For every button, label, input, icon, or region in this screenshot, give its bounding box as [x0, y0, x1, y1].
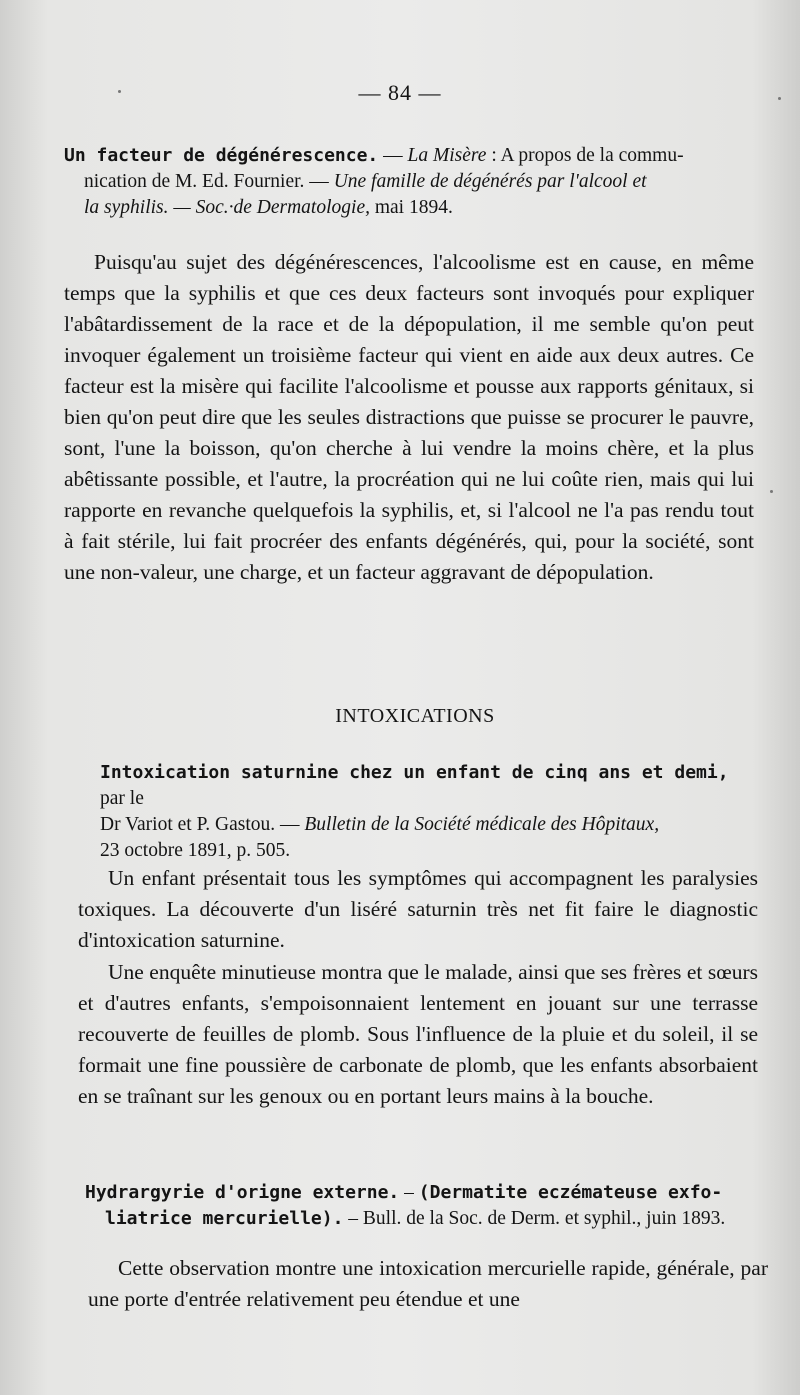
reference-degenerescence: Un facteur de dégénérescence. — La Misère : A propos de la commu- nication de M. Ed. Fournier. — Une famille de dégénérés par l'alcool et la syphilis. — Soc.·de Dermatologie, mai 1894. [64, 145, 684, 218]
paragraph-misere: Puisqu'au sujet des dégénérescences, l'alcoolisme est en cause, en même temps que la syphilis et que ces deux facteurs sont invoqués pour expliquer l'abâtardissement de la race et de la dépopulation, il me semble qu'on peut invoquer également un troisième facteur qui vient en aide aux deux autres. Ce facteur est la misère qui facilite l'alcoolisme et pousse aux rapports génitaux, si bien qu'on peut dire que les seules distractions que puisse se procurer le pauvre, sont, l'une la boisson, qu'on cherche à lui vendre la moins chère, et la plus abêtissante possible, et l'autre, la procréation qui ne lui coûte rien, mais qui lui rapporte en revanche quelquefois la syphilis, et, si l'alcool ne l'a pas rendu tout à fait stérile, lui fait procréer des enfants dégénérés, qui, pour la société, sont une non-valeur, une charge, et un facteur aggravant de dépopulation. [64, 250, 754, 584]
section-heading: INTOXICATIONS [335, 705, 495, 727]
reference-title: Intoxication saturnine chez un enfant de cinq ans et demi, [100, 762, 729, 783]
paragraph-observation: Cette observation montre une intoxication mercurielle rapide, générale, par une porte d'entrée relativement peu étendue et une [88, 1256, 768, 1311]
reference-saturnine: Intoxication saturnine chez un enfant de cinq ans et demi, par le Dr Variot et P. Gastou. — Bulletin de la Société médicale des Hôpitaux, 23 octobre 1891, p. 505. [100, 762, 729, 861]
paragraph-enquete: Une enquête minutieuse montra que le malade, ainsi que ses frères et sœurs et d'autres enfants, s'empoisonnaient lentement en jouant sur une terrasse recouverte de feuilles de plomb. Sous l'influence de la pluie et du soleil, il se formait une fine poussière de carbonate de plomb, que les enfants absorbaient en se traînant sur les genoux ou en portant leurs mains à la bouche. [78, 960, 758, 1108]
reference-journal: La Misère [407, 145, 487, 166]
reference-title: Hydrargyrie d'origne externe. [85, 1182, 400, 1203]
page-number: — 84 — [358, 80, 442, 105]
scan-speck [118, 90, 121, 93]
scan-speck [770, 490, 773, 493]
reference-title: Un facteur de dégénérescence. [64, 145, 379, 166]
paragraph-symptomes: Un enfant présentait tous les symptômes qui accompagnent les paralysies toxiques. La découverte d'un liséré saturnin très net fit faire le diagnostic d'intoxication saturnine. [78, 866, 758, 952]
scan-speck [778, 97, 781, 100]
reference-hydrargyrie: Hydrargyrie d'origne externe. – (Dermatite eczémateuse exfo- liatrice mercurielle). – Bull. de la Soc. de Derm. et syphil., juin 1893. [85, 1182, 726, 1229]
